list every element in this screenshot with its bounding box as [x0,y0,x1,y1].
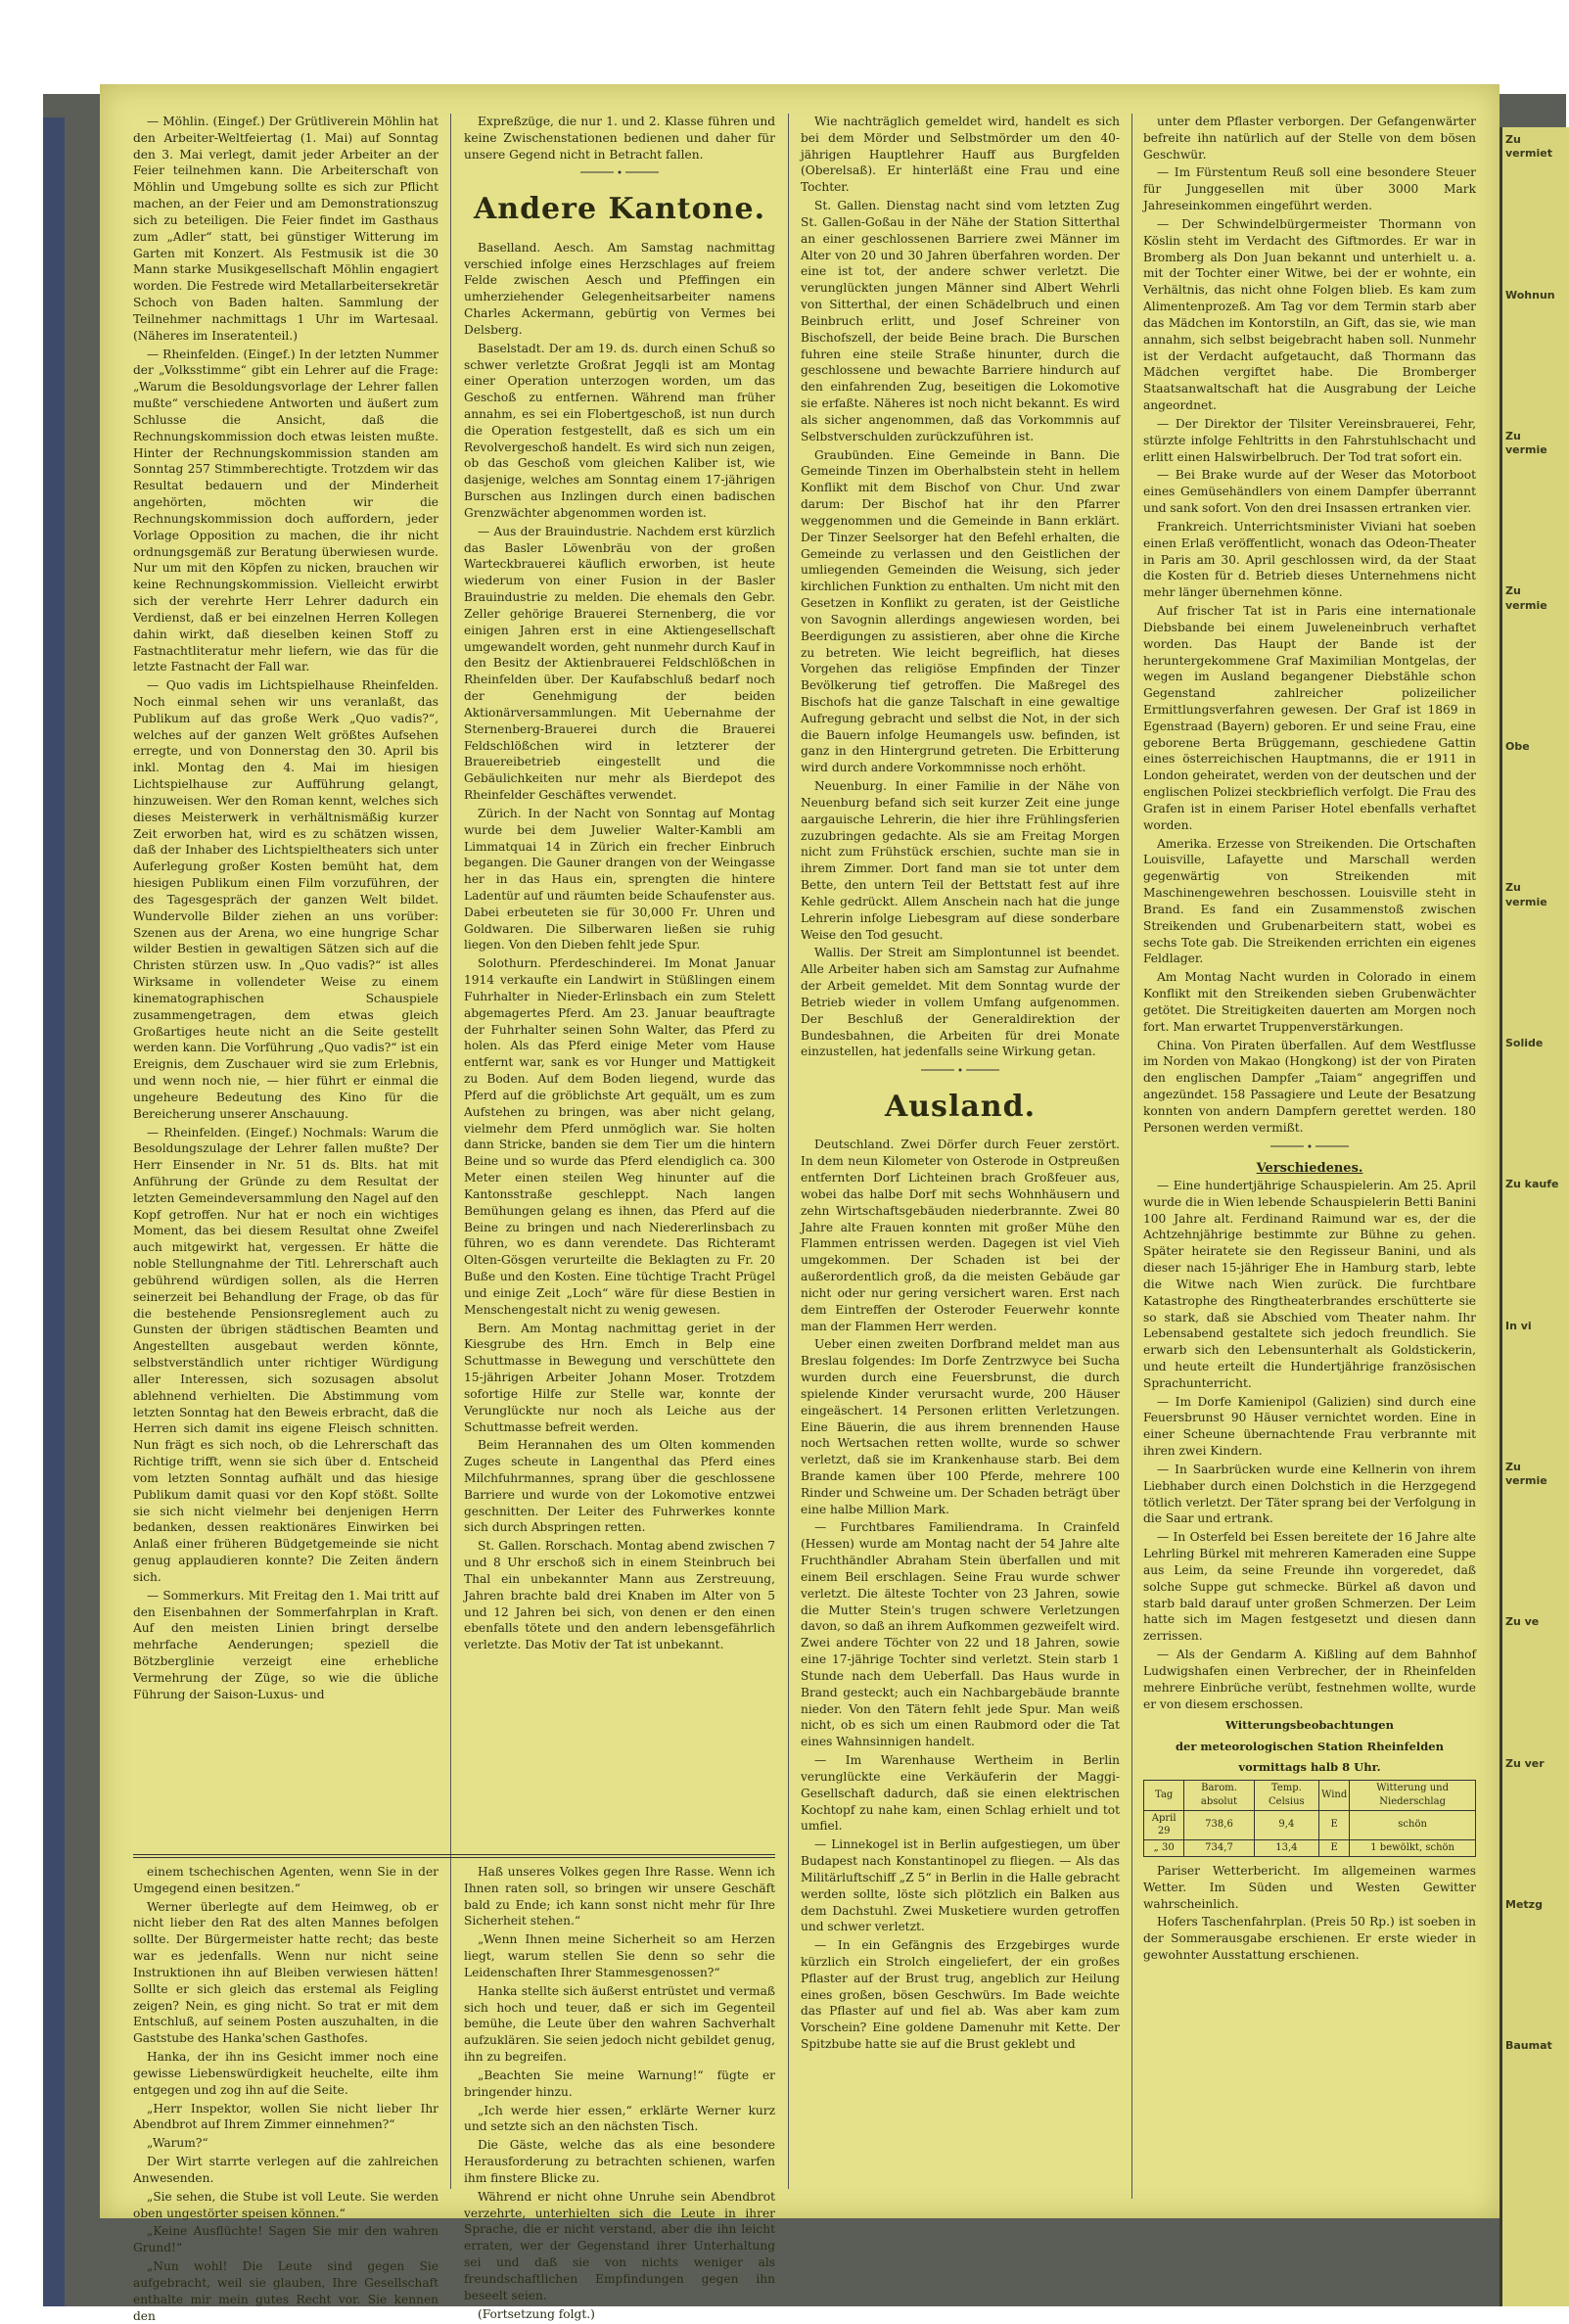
news-item: — Bei Brake wurde auf der Weser das Motorboot eines Gemüsehändlers von einem Dampfer überrannt und sank sofort. Von den drei Insassen ertranken vier. [1143,468,1476,516]
adjacent-ad-fragment: Baumat [1505,2039,1552,2053]
adjacent-page-fragments [1502,127,1569,2187]
adjacent-ad-fragment: Obe [1505,740,1530,754]
news-item: Ueber einen zweiten Dorfbrand meldet man aus Breslau folgendes: Im Dorfe Zentrzwyce bei Sucha wurden durch eine Feuersbrunst, die durch spielende Kinder verursacht wurde, 200 Häuser eingeäschert. 14 Personen erlitten Verletzungen. Eine Bäuerin, die aus ihrem brennenden Hause noch Wertsachen retten wollte, wurde so schwer verletzt, daß sie im Krankenhause starb. Bei dem Brande kamen über 100 Pferde, mehrere 100 Rinder und Schweine um. Der Schaden beträgt über eine halbe Million Mark. [801,1337,1120,1516]
weather-header: Tag [1144,1780,1184,1810]
adjacent-ad-fragment: Metzg [1505,1898,1543,1912]
weather-table [1143,1780,1476,1857]
weather-row [1144,1840,1476,1857]
adjacent-page-edge [1500,127,1569,2306]
section-separator [1143,1139,1476,1155]
weather-cell: 13,4 [1254,1840,1318,1857]
adjacent-ad-fragment: Zu vermie [1505,1460,1547,1488]
adjacent-ad-fragment: In vi [1505,1319,1532,1332]
weather-header: Barom. absolut [1184,1780,1254,1810]
column-1-top [133,114,438,1846]
news-item: Pariser Wetterbericht. Im allgemeinen warmes Wetter. Im Süden und Westen Gewitter wahrscheinlich. [1143,1863,1476,1911]
column-2-feuilleton [464,1864,775,2321]
feuilleton-paragraph: „Nun wohl! Die Leute sind gegen Sie aufgebracht, weil sie glauben, Ihre Gesellschaft enthalte mir mein gutes Recht vor. Sie kennen den [133,2259,438,2323]
news-item: — Der Schwindelbürgermeister Thormann von Köslin steht im Verdacht des Giftmordes. Er war in Bromberg als Don Juan bekannt und unterhielt u. a. mit der Tochter einer Witwe, bei der er wohnte, ein Verhältnis, das nicht ohne Folgen blieb. Es kam zum Alimentenprozeß. Am Tag vor dem Termin starb aber das Mädchen im Kontorstiln, an Gift, das sie, wie man annahm, sich selbst beigebracht haben soll. Nunmehr ist der Verdacht aufgetaucht, daß Thormann das Mädchen vergiftet habe. Die Bromberger Staatsanwaltschaft hat die Ausgrabung der Leiche angeordnet. [1143,216,1476,413]
weather-header: Wind [1319,1780,1350,1810]
news-item: Amerika. Erzesse von Streikenden. Die Ortschaften Louisville, Lafayette und Marschall werden gegenwärtig von Streikenden mit Maschinengewehren beschossen. Louisville steht in Brand. Es fand ein Zusammenstoß zwischen Streikenden und Grubenarbeitern statt, wobei es sechs Tote gab. Die Streikenden errichten ein eigenes Feldlager. [1143,836,1476,966]
weather-observations [1143,1718,1476,1857]
feuilleton-paragraph: Werner überlegte auf dem Heimweg, ob er nicht lieber den Rat des alten Mannes befolgen sollte. Der Bürgermeister hatte recht; das beste war es jedenfalls. Wenn nur nicht seine Instruktionen ihn auf Bleiben verwiesen hätten! Sollte er sich gleich das erstemal als Feigling zeigen? Nein, es ging nicht. So trat er mit dem Entschluß, auf seinem Posten auszuhalten, in die Gaststube des Hanka'schen Gasthofes. [133,1899,438,2046]
news-item: Am Montag Nacht wurden in Colorado in einem Konflikt mit den Streikenden sieben Grubenwächter getötet. Die Streitigkeiten dauerten am Morgen noch fort. Man erwartet Truppenverstärkungen. [1143,970,1476,1034]
feuilleton-paragraph: „Warum?“ [147,2136,208,2151]
section-separator [464,164,775,181]
feuilleton-paragraph: „Ich werde hier essen,“ erklärte Werner kurz und setzte sich an den nächsten Tisch. [464,2103,775,2134]
newspaper-page [100,84,1500,2323]
feuilleton-paragraph: Hanka stellte sich äußerst entrüstet und vermaß sich hoch und teuer, daß er sich im Gegenteil bemühe, die Leute über den wahren Sachverhalt aufzuklären. Sie seien jedoch nicht gebildet genug, ihn zu begreifen. [464,1983,775,2065]
news-item: — Im Dorfe Kamienipol (Galizien) sind durch eine Feuersbrunst 90 Häuser vernichtet worden. Eine in einer Scheune übernachtende Frau verbrannte mit ihren zwei Kindern. [1143,1394,1476,1459]
weather-cell: E [1319,1840,1350,1857]
weather-title: Witterungsbeobachtungen [1225,1718,1394,1733]
news-item: — Im Fürstentum Reuß soll eine besondere Steuer für Junggesellen mit über 3000 Mark Jahreseinkommen eingeführt werden. [1143,165,1476,213]
feuilleton-paragraph: „Herr Inspektor, wollen Sie nicht lieber Ihr Abendbrot auf Ihrem Zimmer einnehmen?“ [133,2101,438,2132]
feuilleton-paragraph: Hanka, der ihn ins Gesicht immer noch eine gewisse Liebenswürdigkeit heuchelte, eilte ihm entgegen und zog ihn auf die Seite. [133,2050,438,2097]
column-3-top [801,114,1120,2189]
feuilleton-paragraph: „Beachten Sie meine Warnung!“ fügte er bringender hinzu. [464,2068,775,2099]
weather-cell: schön [1350,1810,1476,1840]
weather-title: der meteorologischen Station Rheinfelden [1175,1739,1444,1753]
feuilleton-paragraph: Während er nicht ohne Unruhe sein Abendbrot verzehrte, unterhielten sich die Leute in ihrer Sprache, die er nicht verstand, aber die ihn leicht erraten, wer der Gegenstand ihrer Unterhaltung sei und daß sie von nichts weniger als freundschaftlichen Empfindungen gegen ihn beseelt seien. [464,2189,775,2302]
weather-cell: E [1319,1810,1350,1840]
book-spine [43,117,65,2306]
weather-title: vormittags halb 8 Uhr. [1238,1760,1381,1775]
news-item: — Sommerkurs. Mit Freitag den 1. Mai tritt auf den Eisenbahnen der Sommerfahrplan in Kraft. Auf den meisten Linien bringt derselbe mehrfache Aenderungen; speziell die Bötzberglinie verzeigt eine erhebliche Vermehrung der Züge, so wie die übliche Führung der Saison-Luxus- und [133,1588,438,1701]
column-1-feuilleton [133,1864,438,2323]
news-item: — Eine hundertjährige Schauspielerin. Am 25. April wurde die in Wien lebende Schauspielerin Betti Banini 100 Jahre alt. Ferdinand Raimund war es, der die Achtzehnjährige bestimmte zur Bühne zu gehen. Später heiratete sie den Regisseur Banini, und als dieser nach 15-jähriger Ehe in Hamburg starb, lebte die Witwe nach Wien zurück. Die furchtbare Katastrophe des Ringtheaterbrandes erschütterte sie so stark, daß sie Abschied vom Theater nahm. Ihr Lebensabend gestaltete sich jedoch freundlich. Sie erwarb sich den Lebensunterhalt als Goldstickerin, und heute erteilt die Hundertjährige französischen Sprachunterricht. [1143,1178,1476,1390]
adjacent-ad-fragment: Zu vermie [1505,881,1547,908]
adjacent-ad-fragment: Zu ver [1505,1756,1545,1770]
news-item: — Rheinfelden. (Eingef.) In der letzten Nummer der „Volksstimme“ gibt ein Lehrer auf die Frage: „Warum die Besoldungsvorlage der Lehrer fallen mußte“ verschiedene Antworten und äußert zum Schlusse die Ansicht, daß die Rechnungskommission doch etwas leisten mußte. Hinter der Rechnungskommission standen am Sonntag 257 Stimmberechtigte. Trotzdem wir das Resultat bedauern und der Minderheit angehörten, möchten wir die Rechnungskommission doch auffordern, jeder Vorlage Opposition zu machen, die ihr nicht ordnungsgemäß zur Beratung überwiesen wurde. Nur um mit den Köpfen zu nicken, brauchen wir keine Rechnungskommission. Vielleicht erwirbt sich der verehrte Herr Lehrer dadurch ein Verdienst, daß er bei einzelnen Herren Kollegen dahin wirkt, daß dieselben keinen Stoff zu Fastnachtliteratur mehr liefern, wie das für die letzte Fastnacht der Fall war. [133,347,438,674]
news-item: St. Gallen. Rorschach. Montag abend zwischen 7 und 8 Uhr erschoß sich in einem Steinbruch bei Thal ein unbekannter Mann aus Zerstreuung, Jahren brachte bald drei Knaben im Alter von 5 und 12 Jahren bei sich, von denen er den einen ebenfalls tötete und den andern lebensgefährlich verletzte. Das Motiv der Tat ist unbekannt. [464,1539,775,1652]
news-item: St. Gallen. Dienstag nacht sind vom letzten Zug St. Gallen-Goßau in der Nähe der Station Sitterthal an einer geschlossenen Barriere zwei Männer im Alter von 20 und 30 Jahren überfahren worden. Der eine ist tot, der andere schwer verletzt. Die verunglückten jungen Männer sind Albert Wehrli von Sitterthal, der einen Schädelbruch und einen Beinbruch erlitt, und Josef Schreiner von Bischofszell, der beide Beine brach. Die Burschen fuhren eine steile Straße hinunter, durch die geschlossene und bewachte Barriere hindurch auf den einfahrenden Zug, beseitigen die Lokomotive sie erfaßte. Näheres ist noch nicht bekannt. Es wird als sicher angenommen, daß das Vorkommnis auf Selbstverschulden zurückzuführen ist. [801,199,1120,443]
feuilleton-paragraph: Haß unseres Volkes gegen Ihre Rasse. Wenn ich Ihnen raten soll, so bringen wir unsere Geschäft bald zu Ende; ich kann sonst nicht mehr für Ihre Sicherheit stehen.“ [464,1865,775,1929]
news-item: — Im Warenhause Wertheim in Berlin verunglückte eine Verkäuferin der Maggi-Gesellschaft dadurch, daß sie einen elektrischen Kochtopf zu nahe kam, einen Schlag erhielt und tot umfiel. [801,1753,1120,1834]
adjacent-ad-fragment: Zu vermie [1505,584,1547,612]
news-item: Baselland. Aesch. Am Samstag nachmittag verschied infolge eines Herzschlages auf freiem Felde zwischen Aesch und Pfeffingen ein umherziehender Gelegenheitsarbeiter namens Charles Ackermann, gebürtig von Vermes bei Delsberg. [464,240,775,337]
section-heading: Ausland. [884,1090,1037,1125]
weather-row [1144,1810,1476,1840]
news-item: unter dem Pflaster verborgen. Der Gefangenwärter befreite ihn natürlich auf der Stelle von dem bösen Geschwür. [1143,115,1476,162]
news-item: Expreßzüge, die nur 1. und 2. Klasse führen und keine Zwischenstationen bedienen und daher für unsere Gegend nicht in Betracht fallen. [464,115,775,162]
weather-header: Temp. Celsius [1254,1780,1318,1810]
weather-cell: 1 bewölkt, schön [1350,1840,1476,1857]
news-item: Wallis. Der Streit am Simplontunnel ist beendet. Alle Arbeiter haben sich am Samstag zur Aufnahme der Arbeit gemeldet. Mit dem Sonntag wurde der Betrieb wieder in vollem Umfang aufgenommen. Der Beschluß der Generaldirektion der Bundesbahnen, die Arbeiten für drei Monate einzustellen, hat jedenfalls seine Wirkung getan. [801,946,1120,1059]
section-heading: Verschiedenes. [1256,1161,1363,1177]
news-item: Auf frischer Tat ist in Paris eine internationale Diebsbande bei einem Juweleneinbruch verhaftet worden. Das Haupt der Bande ist der heruntergekommene Graf Maximilian Montgelas, der wegen im Ausland begangener Diebstähle schon Gegenstand zahlreicher polizeilicher Ermittlungsverfahren gewesen. Der Graf ist 1869 in Egenstraad (Bayern) geboren. Er und seine Frau, eine geborene Berta Brüggemann, geschiedene Gattin eines österreichischen Hauptmanns, die er 1911 in London geheiratet, werden von der deutschen und der englischen Polizei steckbrieflich verfolgt. Die Frau des Grafen ist in einem Pariser Hotel ebenfalls verhaftet worden. [1143,604,1476,832]
news-item: Beim Herannahen des um Olten kommenden Zuges scheute in Langenthal das Pferd eines Milchfuhrmannes, sprang über die geschlossene Barriere und wurde von der Lokomotive entzwei geschnitten. Der Leiter des Fuhrwerkes konnte sich durch Abspringen retten. [464,1438,775,1535]
column-2-top [464,114,775,1846]
news-item: — Rheinfelden. (Eingef.) Nochmals: Warum die Besoldungszulage der Lehrer fallen mußte? Der Herr Einsender in Nr. 51 ds. Blts. hat mit Anführung der Gründe zu dem Resultat der letzten Gemeindeversammlung den Nagel auf den Kopf getroffen. Nur hat er noch ein wichtiges Moment, das bei diesem Resultat ohne Zweifel auch mitgewirkt hat, vergessen. Er hätte die noble Stellungnahme der Titl. Lehrerschaft auch gebührend würdigen sollen, als die Herren seinerzeit bei Behandlung der Frage, ob das für die bestehende Pensionsreglement auch zu Gunsten der übrigen städtischen Beamten und Angestellten ausgebaut werden könnte, selbstverständlich unter richtiger Würdigung aller Interessen, sich sozusagen absolut ablehnend verhielten. Die Abstimmung vom letzten Sonntag hat den Beweis erbracht, daß die Herren sich damit ins eigene Fleisch schnitten. Nun frägt es sich noch, ob die Lehrerschaft das Richtige trifft, wenn sie sich über d. Entscheid vom letzten Sonntag aufhält und das hiesige Publikum damit quasi vor den Kopf stößt. Sollte sie sich nicht vielmehr bei denjenigen Herrn bedanken, dessen reaktionäres Einwirken bei Anlaß einer früheren Büdgetgemeinde sie nicht genug applaudieren konnte? Die Zeiten ändern sich. [133,1125,438,1584]
weather-cell: 738,6 [1184,1810,1254,1840]
feuilleton-paragraph: Der Wirt starrte verlegen auf die zahlreichen Anwesenden. [133,2155,438,2185]
news-item: Wie nachträglich gemeldet wird, handelt es sich bei dem Mörder und Selbstmörder um den 40-jährigen Hauptlehrer Hauff aus Burgfelden (Oberelsaß). Er hinterläßt eine Frau und eine Tochter. [801,115,1120,195]
adjacent-ad-fragment: Solide [1505,1036,1544,1049]
feuilleton-divider [133,1854,775,1855]
adjacent-ad-fragment: Zu vermiet [1505,133,1553,161]
news-item: Solothurn. Pferdeschinderei. Im Monat Januar 1914 verkaufte ein Landwirt in Stüßlingen einem Fuhrhalter in Nieder-Erlinsbach ein zum Stelett abgemagertes Pferd. Am 23. Januar beauftragte der Fuhrhalter seinen Sohn Walter, das Pferd zu holen. Als das Pferd einige Meter vom Hause entfernt war, sank es vor Hunger und Mattigkeit zu Boden. Auf dem Boden liegend, wurde das Pferd auf die gröblichste Art gequält, um es zum Aufstehen zu bringen, was aber nicht gelang, vielmehr dem Pferd unmöglich war. Sie holten dann Stricke, banden sie dem Tier um die hintern Beine und so wurde das Pferd elendiglich ca. 300 Meter einen steilen Weg hinunter auf die Kantonsstraße geschleppt. Nach langen Bemühungen gelang es ihnen, das Pferd auf die Beine zu bringen und nach Niedererlinsbach zu führen, wo es dann verendete. Das Richteramt Olten-Gösgen verurteilte die Beklagten zu Fr. 20 Buße und den Kosten. Eine tüchtige Tracht Prügel und einige Zeit „Loch“ wäre für diese Bestien in Menschengestalt nicht zu wenig gewesen. [464,956,775,1317]
news-item: Bern. Am Montag nachmittag geriet in der Kiesgrube des Hrn. Emch in Belp eine Schuttmasse in Bewegung und verschüttete den 15-jährigen Arbeiter Johann Moser. Trotzdem sofortige Hilfe zur Stelle war, konnte der Verunglückte nur noch als Leiche aus der Schuttmasse befreit werden. [464,1321,775,1434]
news-item: — Der Direktor der Tilsiter Vereinsbrauerei, Fehr, stürzte infolge Fehltritts in den Fahrstuhlschacht und erlitt einen Halswirbelbruch. Der Tod trat sofort ein. [1143,416,1476,464]
news-item: — Furchtbares Familiendrama. In Crainfeld (Hessen) wurde am Montag nacht der 54 Jahre alte Fruchthändler Abraham Stein überfallen und mit einem Beil erschlagen. Seine Frau wurde schwer verletzt. Die älteste Tochter von 23 Jahren, sowie die Mutter Stein's trugen schwere Verletzungen davon, so daß an ihrem Aufkommen gezweifelt wird. Zwei andere Töchter von 22 und 18 Jahren, sowie eine 17-jährige Tochter sind verletzt. Stein starb 1 Stunde nach dem Ueberfall. Das Haus wurde in Brand gesteckt; auch ein Nachbargebäude brannte nieder. Von den Tätern fehlt jede Spur. Man weiß nicht, ob es sich um einen Raubmord oder die Tat eines Wahnsinnigen handelt. [801,1520,1120,1749]
news-item: Baselstadt. Der am 19. ds. durch einen Schuß so schwer verletzte Großrat Jegqli ist am Montag einer Operation unterzogen worden, um das Geschoß zu entfernen. Während man früher annahm, es sei ein Flobertgeschoß, ist nun durch die Operation festgestellt, daß es sich um ein Revolvergeschoß handelt. Es wird sich nun zeigen, ob das Geschoß vom gleichen Kaliber ist, wie dasjenige, welches am Sonntag einem 17-jährigen Burschen aus Inzlingen durch einen badischen Grenzwächter abgenommen worden ist. [464,341,775,520]
news-item: — Quo vadis im Lichtspielhause Rheinfelden. Noch einmal sehen wir uns veranlaßt, das Publikum auf das große Werk „Quo vadis?“, welches auf der ganzen Welt größtes Aufsehen erregte, und von Donnerstag den 30. April bis inkl. Montag den 4. Mai im hiesigen Lichtspielhause zur Aufführung gelangt, hinzuweisen. Wer den Roman kennt, welches sich dieses Meisterwerk in verhältnismäßig kurzer Zeit erworben hat, wird es zu schätzen wissen, daß der Inhaber des Lichtspieltheaters sich unter Auferlegung großer Kosten bemüht hat, dem hiesigen Publikum einen Film vorzuführen, der des Tagesgespräch der ganzen Welt bildet. Wundervolle Bilder ziehen an uns vorüber: Szenen aus der Arena, wo eine hungrige Schar wilder Bestien in gewaltigen Sätzen sich auf die Christen stürzen usw. In „Quo vadis?“ ist alles Wirksame in vollendeter Weise zu einem kinematographischen Schauspiele zusammengetragen, dem etwas gleich Großartiges heute nicht an die Seite gestellt werden kann. Die Vorführung „Quo vadis?“ ist ein Ereignis, dem Zuschauer wird sie zum Erlebnis, und wenn noch nie, — hier führt er einmal die ungeheure Bedeutung des Kino für die Bereicherung unserer Anschauung. [133,678,438,1121]
news-item: — Als der Gendarm A. Kißling auf dem Bahnhof Ludwigshafen einen Verbrecher, der in Rheinfelden mehrere Einbrüche verübt, festnehmen wollte, wurde er von diesem erschossen. [1143,1648,1476,1711]
weather-cell: April 29 [1144,1810,1184,1840]
adjacent-ad-fragment: Wohnun [1505,288,1555,302]
section-separator [801,1062,1120,1079]
news-item: — Linnekogel ist in Berlin aufgestiegen, um über Budapest nach Konstantinopel zu fliegen. — Als das Militärluftschiff „Z 5“ in Berlin in die Halle gebracht werden sollte, löste sich plötzlich ein Balken aus dem Dachstuhl. Zwei Musketiere wurden getroffen und schwer verletzt. [801,1837,1120,1934]
column-4-top [1143,114,1476,2199]
feuilleton-paragraph: „Keine Ausflüchte! Sagen Sie mir den wahren Grund!“ [133,2224,438,2255]
adjacent-ad-fragment: Zu kaufe [1505,1178,1559,1191]
news-item: — In ein Gefängnis des Erzgebirges wurde kürzlich ein Strolch eingeliefert, der ein großes Pflaster auf der Brust trug, angeblich zur Heilung eines großen, bösen Geschwürs. Im Bade weichte das Pflaster auf und fiel ab. Was aber kam zum Vorschein? Eine goldene Damenuhr mit Kette. Der Spitzbube hatte sie auf die Brust geklebt und [801,1938,1120,2052]
news-item: — Möhlin. (Eingef.) Der Grütliverein Möhlin hat den Arbeiter-Weltfeiertag (1. Mai) auf Sonntag den 3. Mai verlegt, damit jeder Arbeiter an der Feier teilnehmen kann. Die Arbeiterschaft von Möhlin und Umgebung sollte es sich zur Pflicht machen, an der Feier und am Demonstrationszug sich zu beteiligen. Die Feier findet im Gasthaus zum „Adler“ statt, bei günstiger Witterung im Garten mit Konzert. Als Festmusik ist die 30 Mann starke Musikgesellschaft Möhlin engagiert worden. Die Festrede wird Metallarbeitersekretär Schoch von Baden halten. Sammlung der Teilnehmer nachmittags 1 Uhr im Wartesaal. (Näheres im Inseratenteil.) [133,115,438,343]
weather-header: Witterung und Niederschlag [1350,1780,1476,1810]
feuilleton-paragraph: Die Gäste, welche das als eine besondere Herausforderung zu betrachten schienen, warfen ihm finstere Blicke zu. [464,2138,775,2185]
weather-cell: 734,7 [1184,1840,1254,1857]
news-item: Neuenburg. In einer Familie in der Nähe von Neuenburg befand sich seit kurzer Zeit eine junge aargauische Lehrerin, die hier ihre Frühlingsferien zuzubringen gedachte. Als sie am Freitag Morgen nicht zum Frühstück erschien, suchte man sie in ihrem Zimmer. Dort fand man sie tot unter dem Bette, den untern Teil der Bettstatt fest auf ihre Kehle gedrückt. Allem Anschein nach hat die junge Lehrerin infolge Liebesgram auf diese sonderbare Weise den Tod gesucht. [801,779,1120,942]
adjacent-ad-fragment: Zu ve [1505,1615,1540,1629]
news-item: Frankreich. Unterrichtsminister Viviani hat soeben einen Erlaß veröffentlicht, wonach das Odeon-Theater in Paris am 30. April geschlossen wird, da der Staat die Kosten für d. Betrieb dieses Unternehmens nicht mehr länger übernehmen könne. [1143,519,1476,600]
news-item: Hofers Taschenfahrplan. (Preis 50 Rp.) ist soeben in der Sommerausgabe erschienen. Er erste wieder in gewohnter Ausstattung erschienen. [1143,1915,1476,1963]
news-item: — In Osterfeld bei Essen bereitete der 16 Jahre alte Lehrling Bürkel mit mehreren Kameraden eine Suppe aus Leim, da seine Freunde ihn vorgeredet, daß solche Suppe gut schmecke. Bürkel aß davon und starb bald darauf unter großen Schmerzen. Der Leim hatte sich im Magen festgesetzt und diesen dann zerrissen. [1143,1530,1476,1644]
feuilleton-paragraph: „Wenn Ihnen meine Sicherheit so am Herzen liegt, warum stellen Sie denn so sehr die Leidenschaften Ihrer Stammesgenossen?“ [464,1932,775,1979]
feuilleton-paragraph: „Sie sehen, die Stube ist voll Leute. Sie werden oben ungestörter speisen können.“ [133,2189,438,2220]
news-item: — Aus der Brauindustrie. Nachdem erst kürzlich das Basler Löwenbräu von der großen Warteckbrauerei käuflich erworben, ist heute wiederum von einer Fusion in der Basler Brauindustrie zu melden. Die ehemals den Gebr. Zeller gehörige Brauerei Sternenberg, die vor einigen Jahren erst in eine Aktiengesellschaft umgewandelt worden, geht nunmehr durch Kauf in den Besitz der Aktienbrauerei Feldschlößchen in Rheinfelden über. Der Kaufabschluß bedarf noch der Genehmigung der beiden Aktionärversammlungen. Mit Uebernahme der Sternenberg-Brauerei durch die Brauerei Feldschlößchen wird in letzterer der Brauereibetrieb eingestellt und die Gebäulichkeiten nur mehr als Bierdepot des Rheinfelder Geschäftes verwendet. [464,524,775,803]
news-item: China. Von Piraten überfallen. Auf dem Westflusse im Norden von Makao (Hongkong) ist der von Piraten den englischen Dampfer „Taiam“ angegriffen und angezündet. 158 Passagiere und Leute der Besatzung konnten von andern Dampfern gerettet werden. 180 Personen werden vermißt. [1143,1038,1476,1135]
news-item: Deutschland. Zwei Dörfer durch Feuer zerstört. In dem neun Kilometer von Osterode in Ostpreußen entfernten Dorf Lichteinen brach Großfeuer aus, wobei das halbe Dorf mit sechs Wohnhäusern und zehn Wirtschaftsgebäuden niederbrannte. Zwei 80 Jahre alte Frauen konnten mit großer Mühe den Flammen entrissen werden. Dagegen ist viel Vieh umgekommen. Der Schaden ist bei der außerordentlich groß, da die meisten Gebäude gar nicht oder nur gering versichert waren. Erst nach dem Eintreffen der Osteroder Feuerwehr konnte man der Flammen Herr werden. [801,1138,1120,1333]
news-item: — In Saarbrücken wurde eine Kellnerin von ihrem Liebhaber durch einen Dolchstich in die Herzgegend tötlich verletzt. Der Täter sprang bei der Verfolgung in die Saar und ertrank. [1143,1462,1476,1526]
news-item: Graubünden. Eine Gemeinde in Bann. Die Gemeinde Tinzen im Oberhalbstein steht in hellem Konflikt mit dem Bischof von Chur. Und zwar darum: Der Bischof hat ihr den Pfarrer weggenommen und die Gemeinde in Bann erklärt. Der Tinzer Seelsorger hat den Befehl erhalten, die Gemeinde zu verlassen und den Geistlichen der umliegenden Gemeinden die Weisung, sich jeder kirchlichen Funktion zu enthalten. Um nicht mit den Gesetzen in Konflikt zu geraten, ist der Geistliche von Savognin allerdings angewiesen worden, bei Beerdigungen zu assistieren, aber ohne die Kirche zu betreten. Wie leicht begreiflich, hat dieses Vorgehen das religiöse Empfinden der Tinzer Bevölkerung tief getroffen. Die Maßregel des Bischofs hat die ganze Talschaft in eine gewaltige Aufregung gebracht und selbst die Not, in der sich die Bauern infolge Heumangels usw. befinden, ist ganz in den Hintergrund getreten. Die Erbitterung wird durch andere Vorkommnisse noch erhöht. [801,447,1120,775]
weather-cell: 9,4 [1254,1810,1318,1840]
section-heading: Andere Kantone. [473,192,766,227]
news-item: Zürich. In der Nacht von Sonntag auf Montag wurde bei dem Juwelier Walter-Kambli am Limmatquai 14 in Zürich ein frecher Einbruch begangen. Die Gauner drangen von der Weingasse her in das Haus ein, sprengten die hintere Ladentür auf und räumten beide Schaufenster aus. Dabei erbeuteten sie für 30,000 Fr. Uhren und Goldwaren. Die Silberwaren ließen sie ruhig liegen. Von den Dieben fehlt jede Spur. [464,806,775,953]
weather-cell: „ 30 [1144,1840,1184,1857]
feuilleton-paragraph: (Fortsetzung folgt.) [478,2306,595,2321]
feuilleton-paragraph: einem tschechischen Agenten, wenn Sie in der Umgegend einen besitzen.“ [133,1865,438,1895]
adjacent-ad-fragment: Zu vermie [1505,429,1547,457]
